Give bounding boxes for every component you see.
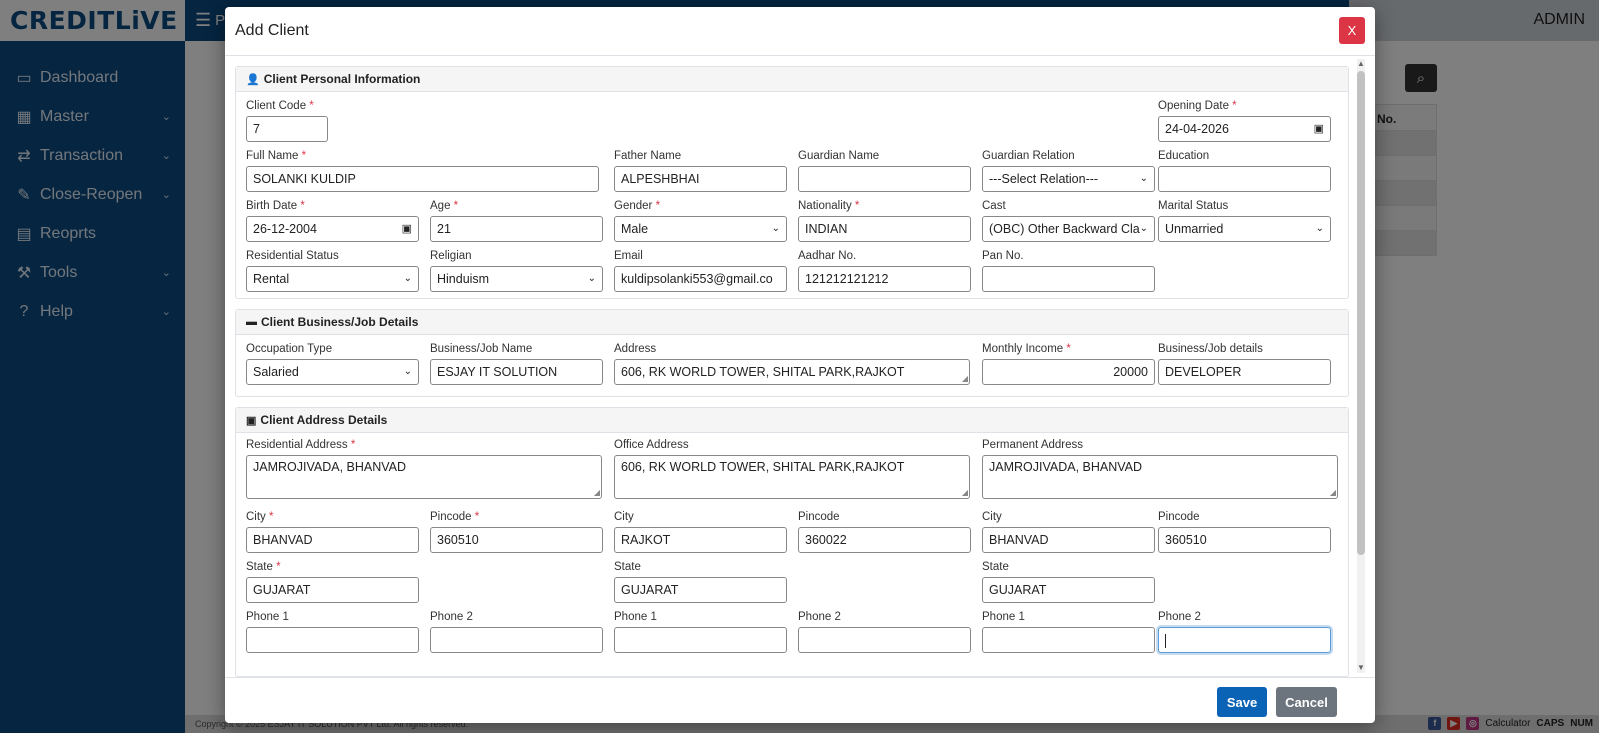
label-text: Opening Date	[1158, 100, 1229, 112]
permanent-state-input[interactable]: GUJARAT	[982, 577, 1155, 603]
field-label: City	[982, 511, 1002, 523]
field-label: Phone 2	[798, 611, 841, 623]
label-text: Pincode	[430, 511, 472, 523]
residential-state-field	[246, 560, 419, 603]
chevron-down-icon: ⌄	[771, 223, 780, 234]
father-name-field	[614, 149, 787, 192]
required-mark: *	[655, 200, 661, 212]
permanent-phone2-input[interactable]	[1158, 627, 1331, 653]
field-label	[1158, 99, 1331, 113]
nationality-field	[798, 199, 971, 242]
field-label: Permanent Address	[982, 439, 1084, 451]
field-label: Business/Job Name	[430, 343, 533, 355]
marital-status-select[interactable]	[1158, 216, 1331, 242]
field-label: Religian	[430, 250, 472, 262]
occupation-select[interactable]	[246, 359, 419, 385]
field-label: Residential Status	[246, 250, 339, 262]
scroll-down-icon[interactable]: ▼	[1357, 663, 1365, 672]
field-label: Cast	[982, 200, 1006, 212]
field-label	[614, 199, 787, 213]
card-title: Client Business/Job Details	[261, 315, 419, 329]
gender-select[interactable]	[614, 216, 787, 242]
required-mark: *	[276, 561, 281, 573]
residential-status-field	[246, 249, 419, 292]
select-value: Rental	[253, 272, 290, 286]
guardian-name-field	[798, 149, 971, 192]
permanent-city-field	[982, 510, 1155, 553]
office-phone2-input[interactable]	[798, 627, 971, 653]
field-label: Occupation Type	[246, 343, 333, 355]
modal-scrollbar[interactable]	[1357, 59, 1365, 673]
required-mark: *	[350, 439, 356, 451]
add-client-modal	[225, 7, 1375, 723]
field-label	[982, 342, 1155, 356]
cancel-button[interactable]: Cancel	[1276, 687, 1337, 717]
field-label: Phone 2	[430, 611, 473, 623]
scrollbar-thumb[interactable]	[1357, 71, 1365, 555]
education-input[interactable]	[1158, 166, 1331, 192]
office-address-textarea[interactable]	[614, 455, 970, 499]
father-name-input[interactable]: ALPESHBHAI	[614, 166, 787, 192]
residential-pincode-field	[430, 510, 603, 553]
pan-field	[982, 249, 1155, 292]
textarea-value: 606, RK WORLD TOWER, SHITAL PARK,RAJKOT	[621, 365, 905, 379]
permanent-pincode-field	[1158, 510, 1331, 553]
birth-date-input[interactable]	[246, 216, 419, 242]
permanent-address-field	[982, 438, 1338, 499]
field-label: Pincode	[1158, 511, 1200, 523]
religion-field	[430, 249, 603, 292]
required-mark: *	[1066, 343, 1071, 355]
field-label	[246, 560, 419, 574]
label-text: State	[246, 561, 273, 573]
field-label	[246, 99, 328, 113]
field-label	[246, 438, 602, 452]
modal-title: Add Client	[235, 22, 309, 39]
briefcase-icon: ▬	[246, 316, 257, 328]
office-state-input[interactable]: GUJARAT	[614, 577, 787, 603]
scroll-up-icon[interactable]: ▲	[1357, 59, 1365, 68]
calendar-icon[interactable]: ▣	[1313, 123, 1324, 135]
resize-grip-icon[interactable]: ◢	[961, 488, 968, 497]
resize-grip-icon[interactable]: ◢	[961, 374, 968, 383]
pan-input[interactable]	[982, 266, 1155, 292]
required-mark: *	[854, 200, 860, 212]
field-label: Phone 2	[1158, 611, 1201, 623]
chevron-down-icon: ⌄	[587, 273, 596, 284]
resize-grip-icon[interactable]: ◢	[1329, 488, 1336, 497]
field-label: Address	[614, 343, 657, 355]
full-name-input[interactable]: SOLANKI KULDIP	[246, 166, 599, 192]
residential-phone2-input[interactable]	[430, 627, 603, 653]
label-text: Full Name	[246, 150, 299, 162]
office-phone1-input[interactable]	[614, 627, 787, 653]
label-text: Monthly Income	[982, 343, 1064, 355]
office-phone1-field	[614, 610, 787, 653]
field-label: Pan No.	[982, 250, 1024, 262]
occupation-field	[246, 342, 419, 385]
age-field	[430, 199, 603, 242]
residential-status-select[interactable]	[246, 266, 419, 292]
residential-phone1-field	[246, 610, 419, 653]
required-mark: *	[1232, 100, 1237, 112]
field-label: Guardian Name	[798, 150, 880, 162]
office-city-input[interactable]: RAJKOT	[614, 527, 787, 553]
text-caret	[1165, 634, 1166, 648]
permanent-city-input[interactable]: BHANVAD	[982, 527, 1155, 553]
chevron-down-icon: ⌄	[403, 273, 412, 284]
select-value: Unmarried	[1165, 222, 1224, 236]
residential-city-field	[246, 510, 419, 553]
field-label: Pincode	[798, 511, 840, 523]
label-text: Client Code	[246, 100, 307, 112]
field-label: City	[614, 511, 634, 523]
business-address-textarea[interactable]	[614, 359, 970, 385]
textarea-value: JAMROJIVADA, BHANVAD	[253, 460, 407, 474]
label-text: Gender	[614, 200, 653, 212]
textarea-value: JAMROJIVADA, BHANVAD	[989, 460, 1143, 474]
label-text: Birth Date	[246, 200, 298, 212]
chevron-down-icon: ⌄	[1139, 223, 1148, 234]
gender-field	[614, 199, 787, 242]
age-input[interactable]: 21	[430, 216, 603, 242]
card-header	[236, 310, 1348, 335]
field-label: Father Name	[614, 150, 682, 162]
marital-status-field	[1158, 199, 1331, 242]
chevron-down-icon: ⌄	[1139, 173, 1148, 184]
input-value: 24-04-2026	[1165, 122, 1229, 136]
field-label	[246, 510, 419, 524]
field-label: Education	[1158, 150, 1210, 162]
office-pincode-field	[798, 510, 971, 553]
field-label: Business/Job details	[1158, 343, 1263, 355]
residential-address-textarea[interactable]	[246, 455, 602, 499]
guardian-name-input[interactable]	[798, 166, 971, 192]
field-label: Email	[614, 250, 643, 262]
calendar-icon[interactable]: ▣	[401, 223, 412, 235]
business-address-field	[614, 342, 970, 385]
field-label	[798, 199, 971, 213]
office-state-field	[614, 560, 787, 603]
monthly-income-input[interactable]: 20000	[982, 359, 1155, 385]
id-card-icon: ▣	[246, 414, 257, 427]
field-label	[430, 510, 603, 524]
business-details-field	[1158, 342, 1331, 385]
field-label: Phone 1	[982, 611, 1025, 623]
label-text: Residential Address	[246, 439, 348, 451]
select-value: ---Select Relation---	[989, 172, 1099, 186]
residential-phone2-field	[430, 610, 603, 653]
education-field	[1158, 149, 1331, 192]
office-phone2-field	[798, 610, 971, 653]
field-label: Aadhar No.	[798, 250, 857, 262]
business-name-field	[430, 342, 603, 385]
field-label	[430, 199, 603, 213]
required-mark: *	[269, 511, 274, 523]
cast-select[interactable]	[982, 216, 1155, 242]
office-address-field	[614, 438, 970, 499]
guardian-relation-select[interactable]	[982, 166, 1155, 192]
residential-address-field	[246, 438, 602, 499]
permanent-pincode-input[interactable]: 360510	[1158, 527, 1331, 553]
guardian-relation-field	[982, 149, 1155, 192]
field-label: Phone 1	[246, 611, 289, 623]
field-label	[246, 149, 599, 163]
select-value: Salaried	[253, 365, 299, 379]
chevron-down-icon: ⌄	[1315, 223, 1324, 234]
required-mark: *	[474, 511, 480, 523]
card-header	[236, 67, 1348, 92]
birth-date-field	[246, 199, 419, 242]
business-details-card	[235, 309, 1349, 397]
residential-phone1-input[interactable]	[246, 627, 419, 653]
input-value: 26-12-2004	[253, 222, 317, 236]
modal-body	[225, 57, 1375, 683]
office-pincode-input[interactable]: 360022	[798, 527, 971, 553]
aadhar-field	[798, 249, 971, 292]
residential-pincode-input[interactable]: 360510	[430, 527, 603, 553]
required-mark: *	[453, 200, 459, 212]
resize-grip-icon[interactable]: ◢	[593, 488, 600, 497]
residential-city-input[interactable]: BHANVAD	[246, 527, 419, 553]
nationality-input[interactable]: INDIAN	[798, 216, 971, 242]
field-label: Office Address	[614, 439, 689, 451]
email-input[interactable]: kuldipsolanki553@gmail.co	[614, 266, 787, 292]
modal-header	[225, 7, 1375, 56]
cast-field	[982, 199, 1155, 242]
business-details-input[interactable]: DEVELOPER	[1158, 359, 1331, 385]
chevron-down-icon: ⌄	[403, 366, 412, 377]
required-mark: *	[301, 150, 307, 162]
label-text: City	[246, 511, 266, 523]
textarea-value: 606, RK WORLD TOWER, SHITAL PARK,RAJKOT	[621, 460, 905, 474]
personal-info-card	[235, 66, 1349, 299]
monthly-income-field	[982, 342, 1155, 385]
field-label	[246, 199, 419, 213]
residential-state-input[interactable]: GUJARAT	[246, 577, 419, 603]
close-button[interactable]: X	[1339, 17, 1365, 44]
email-field	[614, 249, 787, 292]
field-label: State	[614, 561, 641, 573]
modal-footer	[225, 677, 1375, 723]
opening-date-field	[1158, 99, 1331, 142]
client-code-input[interactable]: 7	[246, 116, 328, 142]
card-title: Client Personal Information	[263, 72, 421, 86]
field-label: Phone 1	[614, 611, 657, 623]
client-code-field	[246, 99, 328, 142]
permanent-phone1-field	[982, 610, 1155, 653]
save-button[interactable]: Save	[1217, 687, 1267, 717]
opening-date-input[interactable]	[1158, 116, 1331, 142]
address-details-card	[235, 407, 1349, 677]
user-icon: 👤	[246, 73, 260, 86]
office-city-field	[614, 510, 787, 553]
select-value: Hinduism	[437, 272, 490, 286]
full-name-field	[246, 149, 599, 192]
field-label: Guardian Relation	[982, 150, 1075, 162]
religion-select[interactable]	[430, 266, 603, 292]
permanent-phone2-field	[1158, 610, 1331, 653]
card-header	[236, 408, 1348, 433]
permanent-state-field	[982, 560, 1155, 603]
required-mark: *	[309, 100, 314, 112]
label-text: Age	[430, 200, 451, 212]
select-value: Male	[621, 222, 649, 236]
required-mark: *	[300, 200, 305, 212]
permanent-address-textarea[interactable]	[982, 455, 1338, 499]
card-title: Client Address Details	[260, 413, 388, 427]
aadhar-input[interactable]: 121212121212	[798, 266, 971, 292]
business-name-input[interactable]: ESJAY IT SOLUTION	[430, 359, 603, 385]
select-value: (OBC) Other Backward Cla	[989, 222, 1140, 236]
field-label: Marital Status	[1158, 200, 1229, 212]
field-label: State	[982, 561, 1009, 573]
label-text: Nationality	[798, 200, 852, 212]
permanent-phone1-input[interactable]	[982, 627, 1155, 653]
